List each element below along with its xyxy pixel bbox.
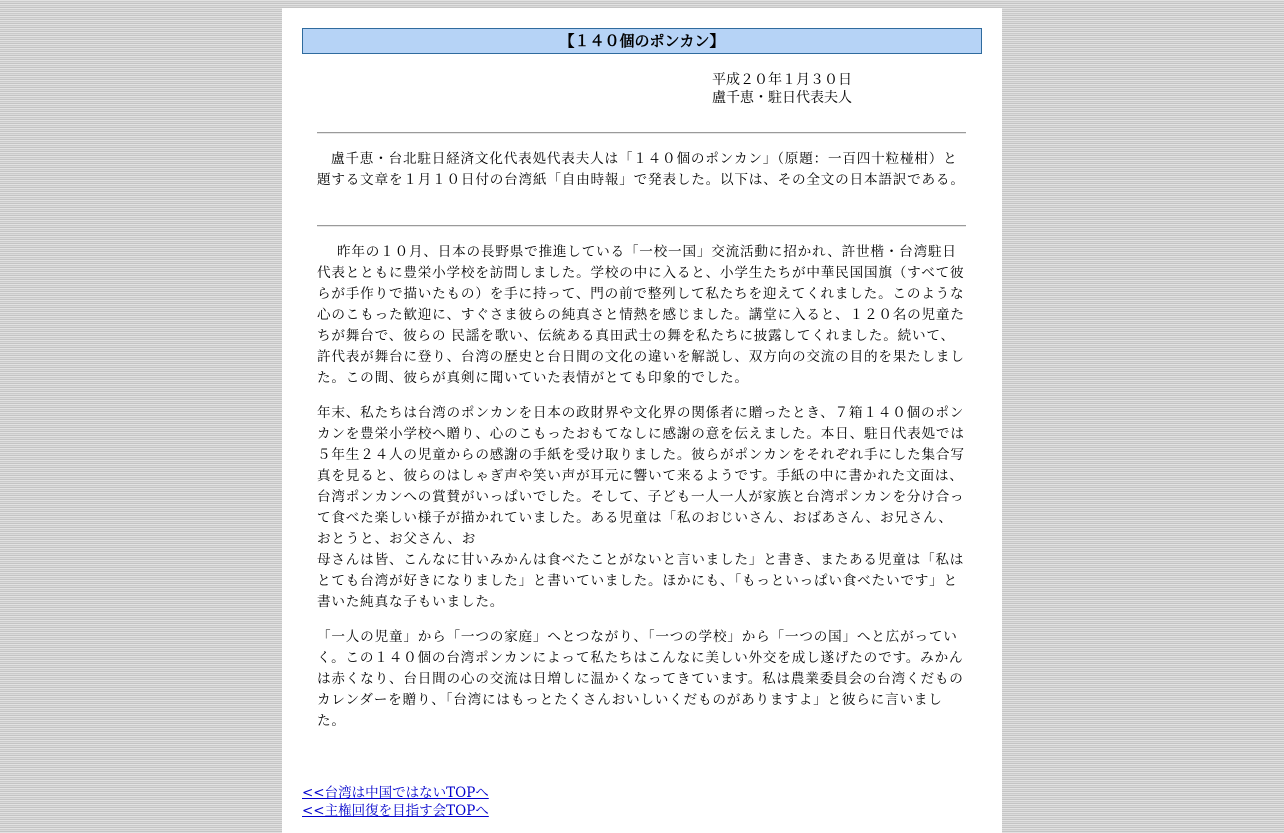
body-paragraph-1-text: 昨年の１０月、日本の長野県で推進している「一校一国」交流活動に招かれ、許世楷・台湾駐日代表とともに豊栄小学校を訪問しました。学校の中に入ると、小学生たちが中華民国国旗（すべて彼らが手作りで描いたもの）を手に持って、門の前で整列して私たちを迎えてくれました。このような心のこもった歓迎に、すぐさま彼らの純真さと情熱を感じました。講堂に入ると、１２０名の児童たちが舞台で、彼らの 民謡を歌い、伝統ある真田武士の舞を私たちに披露してくれました。続いて、許代表が舞台に登り、台湾の歴史と台日間の文化の違いを解説し、双方向の交流の目的を果たしました。この間、彼らが真剣に聞いていた表情がとても印象的でした。: [317, 244, 965, 386]
intro-text: 盧千恵・台北駐日経済文化代表処代表夫人は「１４０個のポンカン」（原題：一百四十粒椪柑）と題する文章を１月１０日付の台湾紙「自由時報」で発表した。以下は、その全文の日本語訳である。: [317, 151, 965, 188]
byline: [712, 71, 852, 107]
body-paragraph-4-text: 「一人の児童」から「一つの家庭」へとつながり、「一つの学校」から「一つの国」へと広がっていく。この１４０個の台湾ポンカンによって私たちはこんなに美しい外交を成し遂げたのです。みかんは赤くなり、台日間の心の交流は日増しに温かくなってきています。私は農業委員会の台湾くだものカレンダーを贈り、「台湾にはもっとたくさんおいしいくだものがありますよ」と彼らに言いました。: [317, 629, 964, 729]
page-container: [282, 8, 1002, 833]
sovereignty-top-link[interactable]: <<主権回復を目指す会TOPへ: [302, 803, 489, 819]
body-paragraph-1: [317, 242, 965, 389]
body-paragraph-2: [317, 403, 965, 550]
body-paragraph-3: [317, 550, 965, 613]
body-paragraph-3-text: 母さんは皆、こんなに甘いみかんは食べたことがないと言いました」と書き、またある児童は「私はとても台湾が好きになりました」と書いていました。ほかにも、「もっといっぱい食べたいです」と書いた純真な子もいました。: [317, 552, 965, 610]
divider-top: [317, 132, 966, 134]
taiwan-top-link[interactable]: <<台湾は中国ではないTOPへ: [302, 785, 489, 801]
intro-paragraph: [317, 149, 965, 191]
article-title: 【１４０個のポンカン】: [302, 28, 982, 54]
body-paragraph-2-text: 年末、私たちは台湾のポンカンを日本の政財界や文化界の関係者に贈ったとき、７箱１４０個のポンカンを豊栄小学校へ贈り、心のこもったおもてなしに感謝の意を伝えました。本日、駐日代表処では５年生２４人の児童からの感謝の手紙を受け取りました。彼らがポンカンをそれぞれ手にした集合写真を見ると、彼らのはしゃぎ声や笑い声が耳元に響いて来るようです。手紙の中に書かれた文面は、台湾ポンカンへの賞賛がいっぱいでした。そして、子ども一人一人が家族と台湾ポンカンを分け合って食べた楽しい様子が描かれていました。ある児童は「私のおじいさん、おばあさん、お兄さん、おとうと、お父さん、お: [317, 405, 965, 547]
article-date: 平成２０年１月３０日: [712, 72, 852, 88]
article-body: [317, 242, 965, 746]
body-paragraph-4: [317, 627, 965, 732]
article-author: 盧千恵・駐日代表夫人: [712, 90, 852, 106]
footer-links: [302, 784, 489, 820]
divider-middle: [317, 225, 966, 227]
